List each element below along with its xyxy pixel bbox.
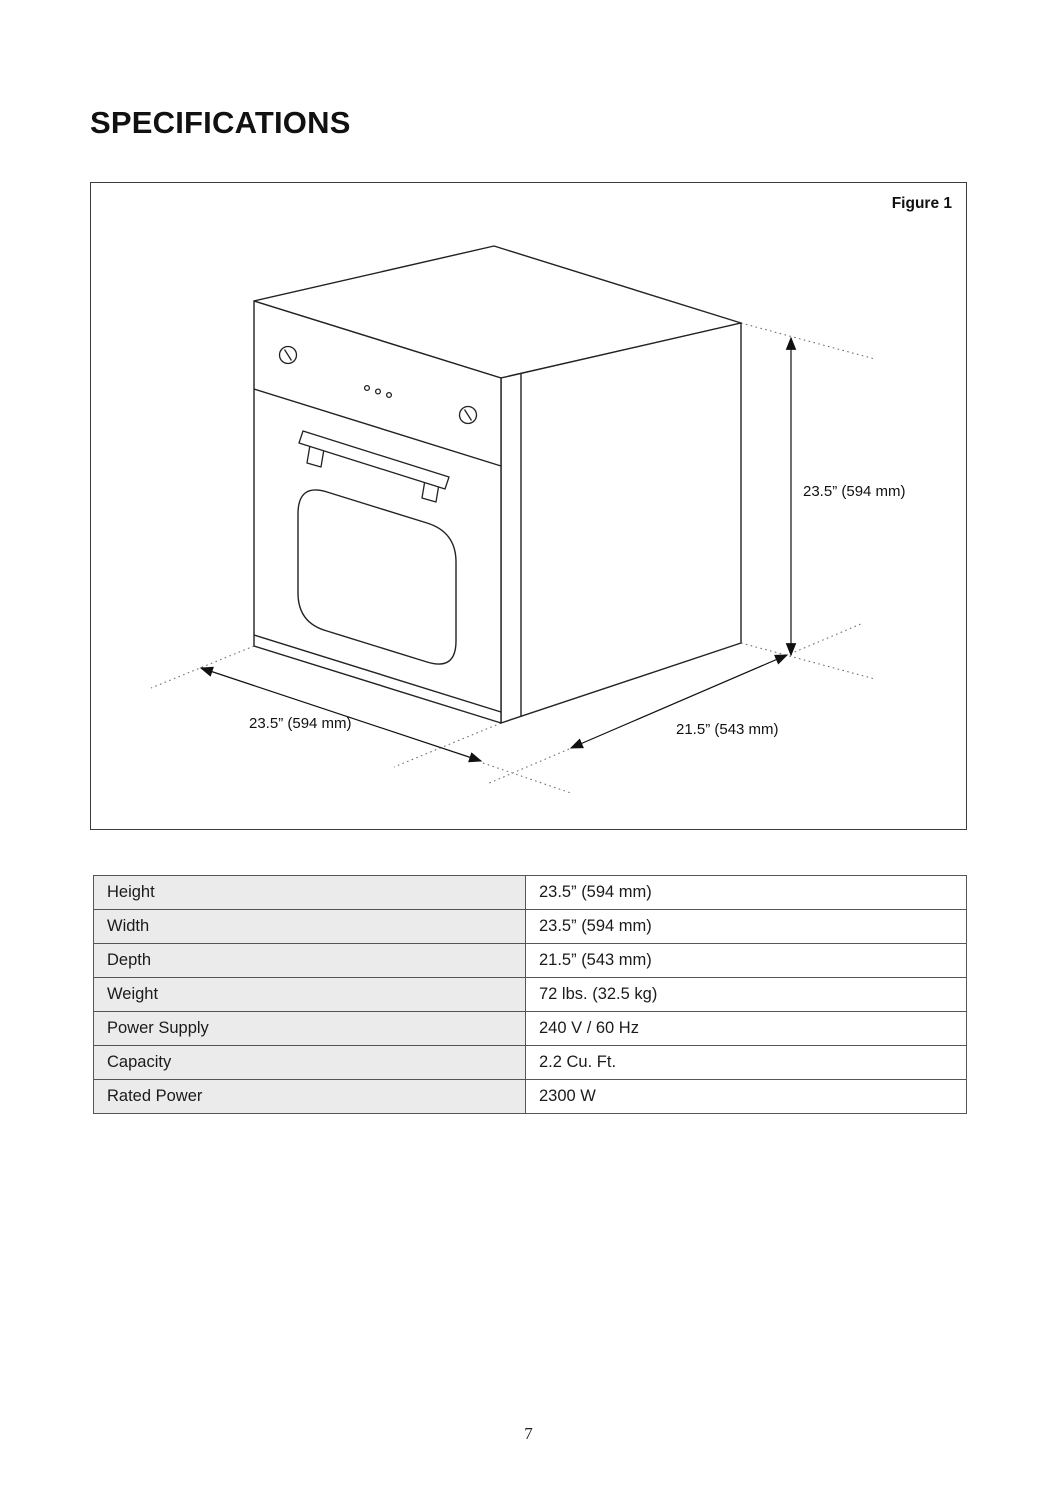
figure-label: Figure 1	[891, 195, 952, 212]
dimension-label-width: 23.5” (594 mm)	[249, 715, 352, 732]
spec-value: 2.2 Cu. Ft.	[526, 1046, 967, 1080]
figure-1-frame	[90, 182, 967, 830]
spec-value: 23.5” (594 mm)	[526, 876, 967, 910]
spec-value: 72 lbs. (32.5 kg)	[526, 978, 967, 1012]
spec-value: 21.5” (543 mm)	[526, 944, 967, 978]
spec-label: Depth	[94, 944, 526, 978]
table-row	[94, 910, 967, 944]
spec-label: Capacity	[94, 1046, 526, 1080]
table-row	[94, 978, 967, 1012]
table-row	[94, 944, 967, 978]
page-title: SPECIFICATIONS	[90, 104, 351, 140]
page-number: 7	[524, 1424, 533, 1443]
spec-value: 2300 W	[526, 1080, 967, 1114]
table-row	[94, 876, 967, 910]
table-row	[94, 1012, 967, 1046]
oven-body-outline	[254, 246, 741, 723]
table-row	[94, 1080, 967, 1114]
spec-label: Rated Power	[94, 1080, 526, 1114]
spec-value: 240 V / 60 Hz	[526, 1012, 967, 1046]
dimension-label-depth: 21.5” (543 mm)	[676, 721, 779, 738]
dimension-label-height: 23.5” (594 mm)	[803, 483, 906, 500]
specifications-table	[93, 875, 967, 1114]
spec-label: Power Supply	[94, 1012, 526, 1046]
spec-value: 23.5” (594 mm)	[526, 910, 967, 944]
oven-isometric-drawing	[91, 183, 966, 829]
spec-label: Weight	[94, 978, 526, 1012]
spec-label: Height	[94, 876, 526, 910]
spec-label: Width	[94, 910, 526, 944]
table-row	[94, 1046, 967, 1080]
